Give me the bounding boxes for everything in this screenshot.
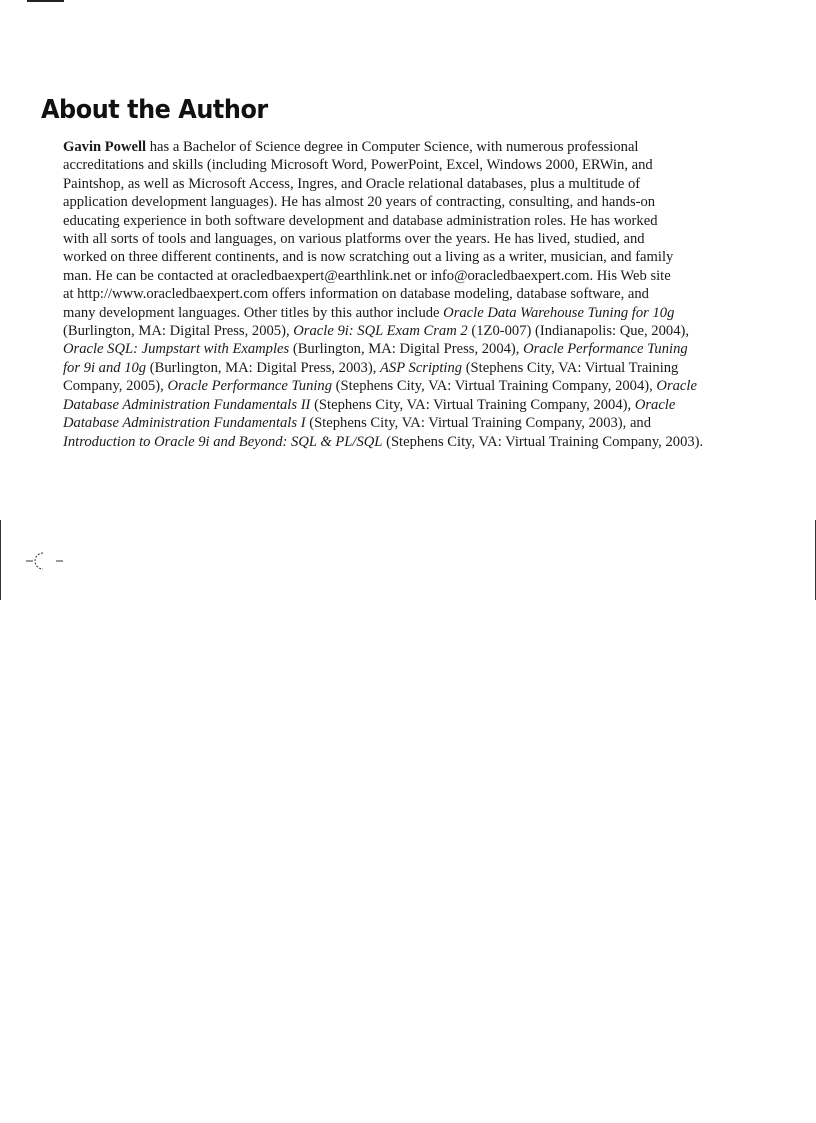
book-title: Database Administration Fundamentals II bbox=[63, 396, 311, 413]
bio-text: with all sorts of tools and languages, on various platforms over the years. He has lived, studied, and bbox=[63, 231, 645, 248]
bio-line bbox=[63, 175, 713, 193]
bio-line bbox=[63, 285, 713, 303]
bio-text: (Stephens City, VA: Virtual Training Company, 2004), bbox=[310, 396, 635, 413]
bio-line bbox=[63, 414, 713, 432]
book-title: Introduction to Oracle 9i and Beyond: SQL & PL/SQL bbox=[63, 433, 383, 450]
bio-text: (Stephens City, VA: Virtual Training Company, 2003), and bbox=[305, 415, 652, 432]
page-title: About the Author bbox=[41, 95, 268, 125]
bio-line bbox=[63, 433, 713, 451]
author-bio-paragraph bbox=[63, 138, 713, 451]
bio-text: (Stephens City, VA: Virtual Training Company, 2004), bbox=[332, 378, 657, 395]
bio-text: at http://www.oracledbaexpert.com offers information on database modeling, database software, and bbox=[63, 286, 649, 303]
bio-text: accreditations and skills (including Microsoft Word, PowerPoint, Excel, Windows 2000, ERWin, and bbox=[63, 157, 653, 174]
bio-line bbox=[63, 156, 713, 174]
bio-text: educating experience in both software development and database administration roles. He has worked bbox=[63, 212, 658, 229]
bio-line bbox=[63, 193, 713, 211]
bio-text: (Burlington, MA: Digital Press, 2004), bbox=[289, 341, 524, 358]
bio-text: application development languages). He has almost 20 years of contracting, consulting, and hands-on bbox=[63, 194, 656, 211]
book-title: Database Administration Fundamentals I bbox=[63, 415, 306, 432]
bio-line bbox=[63, 322, 713, 340]
bio-line bbox=[63, 340, 713, 358]
bio-text: Company, 2005), bbox=[63, 378, 168, 395]
bio-line bbox=[63, 377, 713, 395]
book-title: for 9i and 10g bbox=[63, 359, 147, 376]
crop-mark-left bbox=[0, 520, 1, 600]
bio-line bbox=[63, 138, 713, 156]
bio-text: (1Z0-007) (Indianapolis: Que, 2004), bbox=[467, 323, 690, 340]
book-title: Oracle Performance Tuning bbox=[523, 341, 688, 358]
book-title: Oracle 9i: SQL Exam Cram 2 bbox=[293, 323, 468, 340]
bio-line bbox=[63, 248, 713, 266]
bio-text: Paintshop, as well as Microsoft Access, Ingres, and Oracle relational databases, plus a multitude of bbox=[63, 175, 641, 192]
bio-text: (Burlington, MA: Digital Press, 2003), bbox=[146, 359, 381, 376]
bio-line bbox=[63, 359, 713, 377]
author-name: Gavin Powell bbox=[63, 139, 147, 155]
book-title: Oracle bbox=[656, 378, 697, 395]
book-title: Oracle Performance Tuning bbox=[167, 378, 333, 395]
bio-text: (Burlington, MA: Digital Press, 2005), bbox=[63, 323, 294, 340]
bio-text: man. He can be contacted at oracledbaexpert@earthlink.net or info@oracledbaexpert.com. His Web site bbox=[63, 267, 671, 284]
bio-text: worked on three different continents, and is now scratching out a living as a writer, musician, and family bbox=[63, 249, 674, 266]
book-title: Oracle SQL: Jumpstart with Examples bbox=[63, 341, 290, 358]
bio-line bbox=[63, 267, 713, 285]
bio-text: (Stephens City, VA: Virtual Training bbox=[462, 359, 679, 376]
bio-line bbox=[63, 304, 713, 322]
bio-text: has a Bachelor of Science degree in Computer Science, with numerous professional bbox=[146, 139, 639, 155]
bio-line bbox=[63, 396, 713, 414]
bio-text: many development languages. Other titles by this author include bbox=[63, 304, 444, 321]
book-title: Oracle Data Warehouse Tuning for 10g bbox=[443, 304, 675, 321]
bio-line bbox=[63, 212, 713, 230]
bio-text: (Stephens City, VA: Virtual Training Company, 2003). bbox=[382, 433, 704, 450]
book-title: Oracle bbox=[634, 396, 676, 413]
book-title: ASP Scripting bbox=[380, 359, 463, 376]
bio-line bbox=[63, 230, 713, 248]
crop-mark-top bbox=[27, 0, 64, 2]
registration-mark-icon bbox=[26, 549, 66, 573]
